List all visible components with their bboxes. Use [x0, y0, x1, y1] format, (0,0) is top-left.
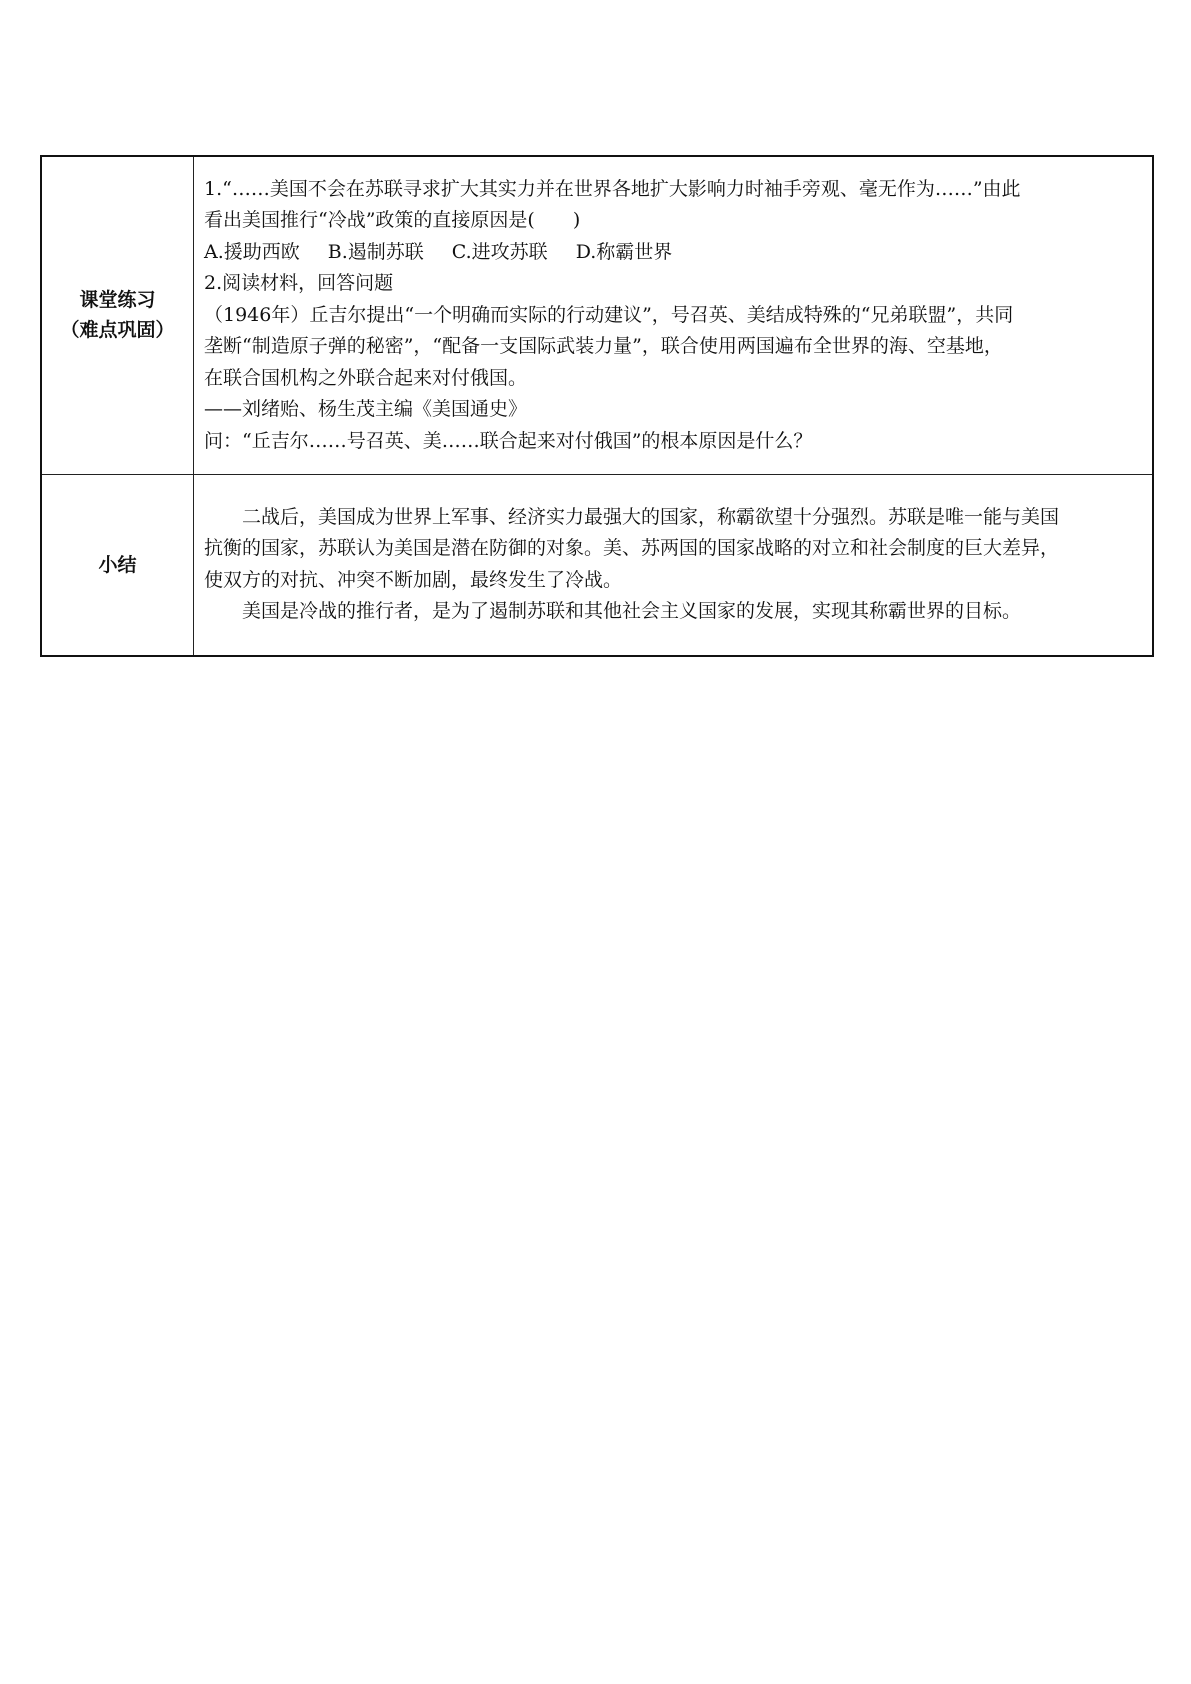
lesson-table — [40, 155, 1154, 657]
summary-label-cell — [41, 474, 194, 656]
summary-paragraph-1-line-1: 二战后，美国成为世界上军事、经济实力最强大的国家，称霸欲望十分强烈。苏联是唯一能与美国 — [242, 505, 1060, 528]
question-2-title: 2.阅读材料，回答问题 — [204, 272, 394, 294]
option-d: D.称霸世界 — [575, 240, 673, 263]
summary-paragraph-1-line-2: 抗衡的国家，苏联认为美国是潜在防御的对象。美、苏两国的国家战略的对立和社会制度的巨大差异， — [204, 537, 1060, 560]
question-1-text: 1.“……美国不会在苏联寻求扩大其实力并在世界各地扩大影响力时袖手旁观、毫无作为……”由此 — [204, 177, 1021, 200]
practice-sublabel: （难点巩固） — [60, 319, 175, 342]
material-text-line-2: 垄断“制造原子弹的秘密”，“配备一支国际武装力量”，联合使用两国遍布全世界的海、空基地， — [204, 335, 1003, 357]
practice-content-cell — [194, 156, 1154, 474]
material-text-line-1: （1946年）丘吉尔提出“一个明确而实际的行动建议”，号召英、美结成特殊的“兄弟联盟”，共同 — [204, 303, 1014, 326]
summary-content-cell — [194, 474, 1154, 656]
question-1-options — [204, 237, 1144, 269]
summary-paragraph-1-line-3: 使双方的对抗、冲突不断加剧，最终发生了冷战。 — [204, 568, 623, 591]
option-a: A.援助西欧 — [204, 240, 300, 263]
option-b: B.遏制苏联 — [327, 240, 424, 263]
practice-label: 课堂练习 — [79, 289, 156, 312]
summary-label: 小结 — [98, 553, 137, 576]
practice-label-cell — [41, 156, 194, 474]
question-2-prompt: 问：“丘吉尔……号召英、美……联合起来对付俄国”的根本原因是什么？ — [204, 429, 813, 452]
summary-row — [41, 474, 1153, 656]
option-c: C.进攻苏联 — [451, 240, 548, 263]
practice-row — [41, 156, 1153, 474]
material-text-line-3: 在联合国机构之外联合起来对付俄国。 — [204, 366, 528, 389]
material-source: ——刘绪贻、杨生茂主编《美国通史》 — [204, 398, 528, 420]
question-1-text-continued: 看出美国推行“冷战”政策的直接原因是( ) — [204, 209, 581, 231]
summary-paragraph-2: 美国是冷战的推行者，是为了遏制苏联和其他社会主义国家的发展，实现其称霸世界的目标。 — [242, 600, 1022, 623]
